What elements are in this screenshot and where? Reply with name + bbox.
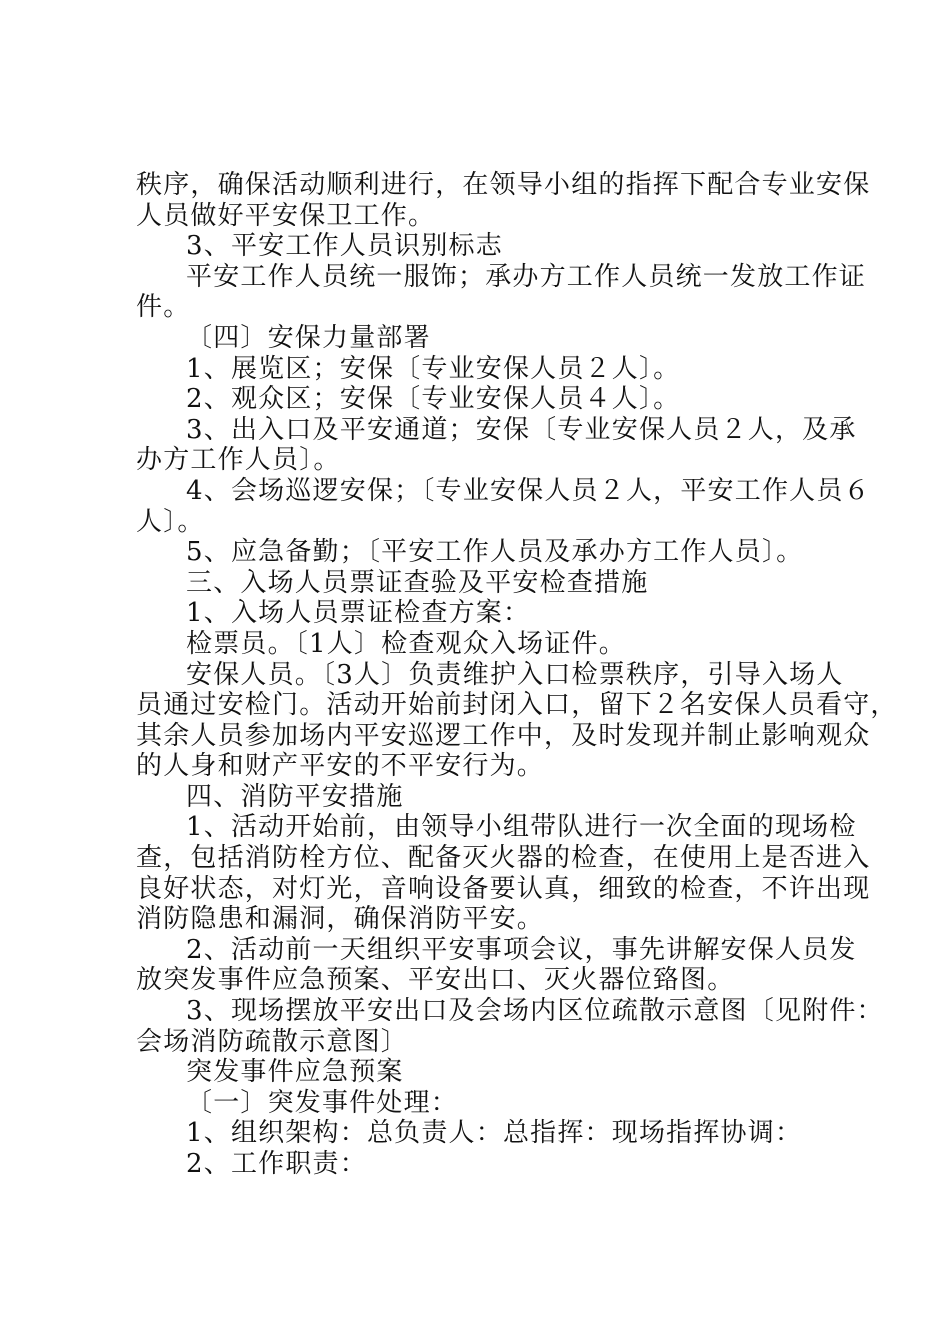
text-line: 3、现场摆放平安出口及会场内区位疏散示意图〔见附件： (186, 996, 884, 1027)
text-line: 办方工作人员〕。 (136, 445, 341, 476)
text-line: 会场消防疏散示意图〕 (136, 1026, 409, 1057)
section-heading: 〔四〕安保力量部署 (186, 322, 431, 353)
text-line: 员通过安检门。活动开始前封闭入口，留下２名安保人员看守， (136, 690, 898, 721)
text-line: 3、平安工作人员识别标志 (186, 231, 503, 262)
text-line: 3、出入口及平安通道；安保〔专业安保人员２人，及承 (186, 414, 857, 445)
text-line: 良好状态，对灯光，音响设备要认真，细致的检查，不许出现 (136, 873, 871, 904)
document-body (136, 170, 898, 1180)
section-heading: 〔一〕突发事件处理： (186, 1087, 459, 1118)
text-line: 消防隐患和漏洞，确保消防平安。 (136, 904, 545, 935)
section-heading: 四、消防平安措施 (186, 781, 404, 812)
text-line: 4、会场巡逻安保；〔专业安保人员２人，平安工作人员６ (186, 475, 871, 506)
text-line: 1、活动开始前，由领导小组带队进行一次全面的现场检 (186, 812, 857, 843)
section-heading: 突发事件应急预案 (186, 1057, 404, 1088)
text-line: 件。 (136, 292, 191, 323)
text-line: 1、入场人员票证检查方案： (186, 598, 531, 629)
section-heading: 三、入场人员票证查验及平安检查措施 (186, 567, 649, 598)
text-line: 5、应急备勤；〔平安工作人员及承办方工作人员〕。 (186, 537, 804, 568)
text-line: 人员做好平安保卫工作。 (136, 200, 436, 231)
text-line: 安保人员。〔3人〕负责维护入口检票秩序，引导入场人 (186, 659, 844, 690)
text-line: 其余人员参加场内平安巡逻工作中，及时发现并制止影响观众 (136, 720, 871, 751)
text-line: 2、活动前一天组织平安事项会议，事先讲解安保人员发 (186, 934, 857, 965)
text-line: 2、观众区；安保〔专业安保人员４人〕。 (186, 384, 681, 415)
text-line: 放突发事件应急预案、平安出口、灭火器位臵图。 (136, 965, 735, 996)
text-line: 查，包括消防栓方位、配备灭火器的检查，在使用上是否进入 (136, 843, 871, 874)
text-line: 秩序，确保活动顺利进行，在领导小组的指挥下配合专业安保 (136, 170, 871, 200)
text-line: 的人身和财产平安的不平安行为。 (136, 751, 545, 782)
text-line: 1、展览区；安保〔专业安保人员２人〕。 (186, 353, 681, 384)
text-line: 检票员。〔1人〕检查观众入场证件。 (186, 628, 626, 659)
text-line: 2、工作职责： (186, 1149, 367, 1179)
text-line: 人〕。 (136, 506, 205, 537)
text-line: 1、组织架构：总负责人：总指挥：现场指挥协调： (186, 1118, 803, 1149)
text-line: 平安工作人员统一服饰；承办方工作人员统一发放工作证 (186, 261, 867, 292)
